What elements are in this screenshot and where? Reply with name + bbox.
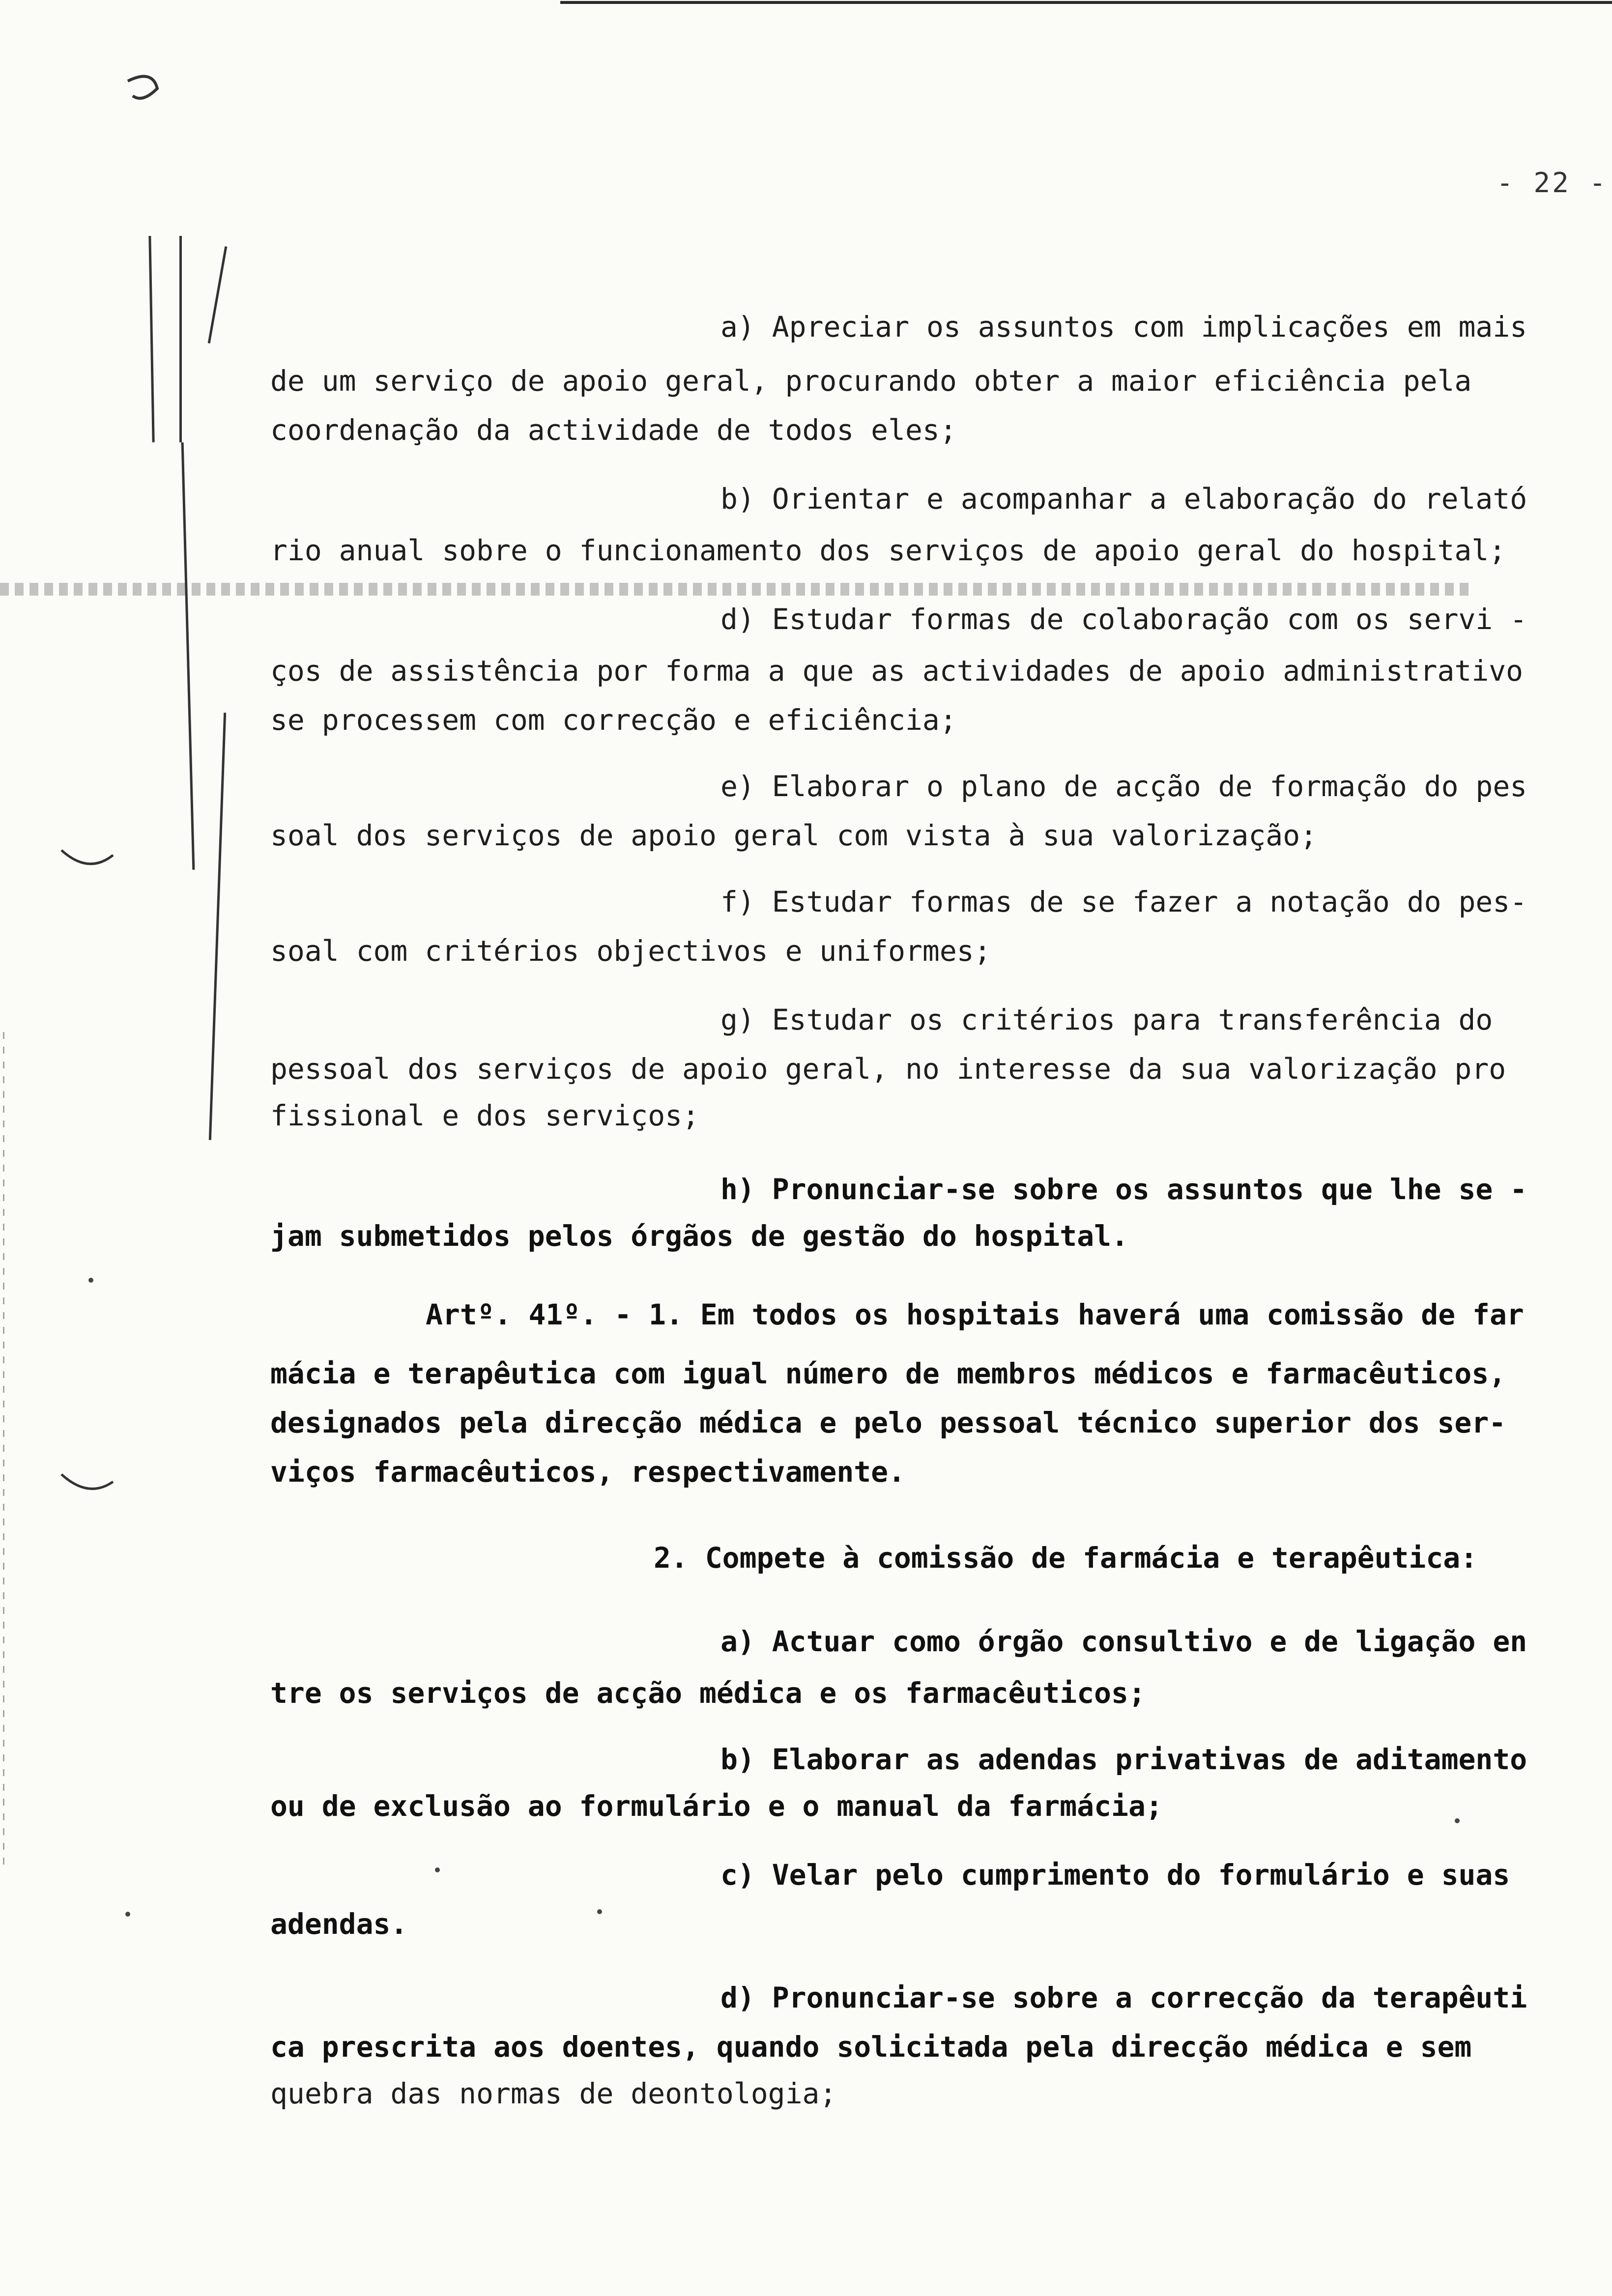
- text-line: fissional e dos serviços;: [270, 1099, 699, 1132]
- text-line: coordenação da actividade de todos eles;: [270, 413, 957, 447]
- text-line: de um serviço de apoio geral, procurando obter a maior eficiência pela: [270, 364, 1472, 398]
- scan-edge-line: [3, 1032, 4, 1867]
- text-line: b) Orientar e acompanhar a elaboração do relató: [720, 482, 1527, 516]
- text-line: a) Actuar como órgão consultivo e de ligação en: [720, 1625, 1527, 1658]
- scan-dot: [597, 1909, 602, 1914]
- scan-smear: [0, 583, 1474, 596]
- text-line: tre os serviços de acção médica e os farmacêuticos;: [270, 1676, 1146, 1710]
- text-line: soal com critérios objectivos e uniformes;: [270, 934, 991, 968]
- text-line: soal dos serviços de apoio geral com vista à sua valorização;: [270, 819, 1318, 852]
- text-line: adendas.: [270, 1907, 408, 1941]
- text-line: d) Estudar formas de colaboração com os servi -: [720, 603, 1527, 636]
- scan-dot: [435, 1867, 440, 1872]
- text-line: viços farmacêuticos, respectivamente.: [270, 1455, 906, 1489]
- text-line: h) Pronunciar-se sobre os assuntos que lhe se -: [720, 1173, 1527, 1206]
- text-line: mácia e terapêutica com igual número de membros médicos e farmacêuticos,: [270, 1357, 1506, 1390]
- text-line: Artº. 41º. - 1. Em todos os hospitais haverá uma comissão de far: [426, 1298, 1524, 1331]
- text-line: c) Velar pelo cumprimento do formulário e suas: [720, 1858, 1510, 1892]
- text-line: quebra das normas de deontologia;: [270, 2077, 837, 2110]
- scan-dot: [88, 1278, 93, 1283]
- margin-curve: [59, 845, 118, 875]
- text-line: designados pela direcção médica e pelo pessoal técnico superior dos ser-: [270, 1406, 1506, 1439]
- text-line: f) Estudar formas de se fazer a notação do pes-: [720, 885, 1527, 918]
- text-line: rio anual sobre o funcionamento dos serviços de apoio geral do hospital;: [270, 534, 1506, 567]
- text-line: ou de exclusão ao formulário e o manual da farmácia;: [270, 1789, 1163, 1823]
- top-border-line: [560, 1, 1612, 4]
- text-line: ços de assistência por forma a que as actividades de apoio administrativo: [270, 654, 1524, 688]
- text-line: jam submetidos pelos órgãos de gestão do hospital.: [270, 1219, 1128, 1253]
- text-line: 2. Compete à comissão de farmácia e terapêutica:: [654, 1541, 1478, 1575]
- text-line: a) Apreciar os assuntos com implicações em mais: [720, 310, 1527, 344]
- text-line: d) Pronunciar-se sobre a correcção da terapêuti: [720, 1981, 1527, 2014]
- text-line: b) Elaborar as adendas privativas de aditamento: [720, 1743, 1527, 1776]
- scan-dot: [1455, 1818, 1460, 1823]
- margin-stroke: [181, 442, 195, 870]
- margin-hook: [123, 69, 167, 113]
- text-line: g) Estudar os critérios para transferência do: [720, 1003, 1493, 1036]
- text-line: pessoal dos serviços de apoio geral, no interesse da sua valorização pro: [270, 1052, 1506, 1086]
- margin-stroke: [148, 236, 154, 442]
- margin-stroke: [208, 246, 228, 344]
- margin-stroke: [209, 713, 226, 1140]
- margin-curve: [59, 1469, 118, 1499]
- page-number: - 22 -: [1497, 167, 1608, 199]
- text-line: se processem com correcção e eficiência;: [270, 703, 957, 737]
- text-line: ca prescrita aos doentes, quando solicitada pela direcção médica e sem: [270, 2030, 1472, 2064]
- text-line: e) Elaborar o plano de acção de formação do pes: [720, 770, 1527, 803]
- scan-dot: [125, 1912, 130, 1917]
- margin-stroke: [179, 236, 182, 442]
